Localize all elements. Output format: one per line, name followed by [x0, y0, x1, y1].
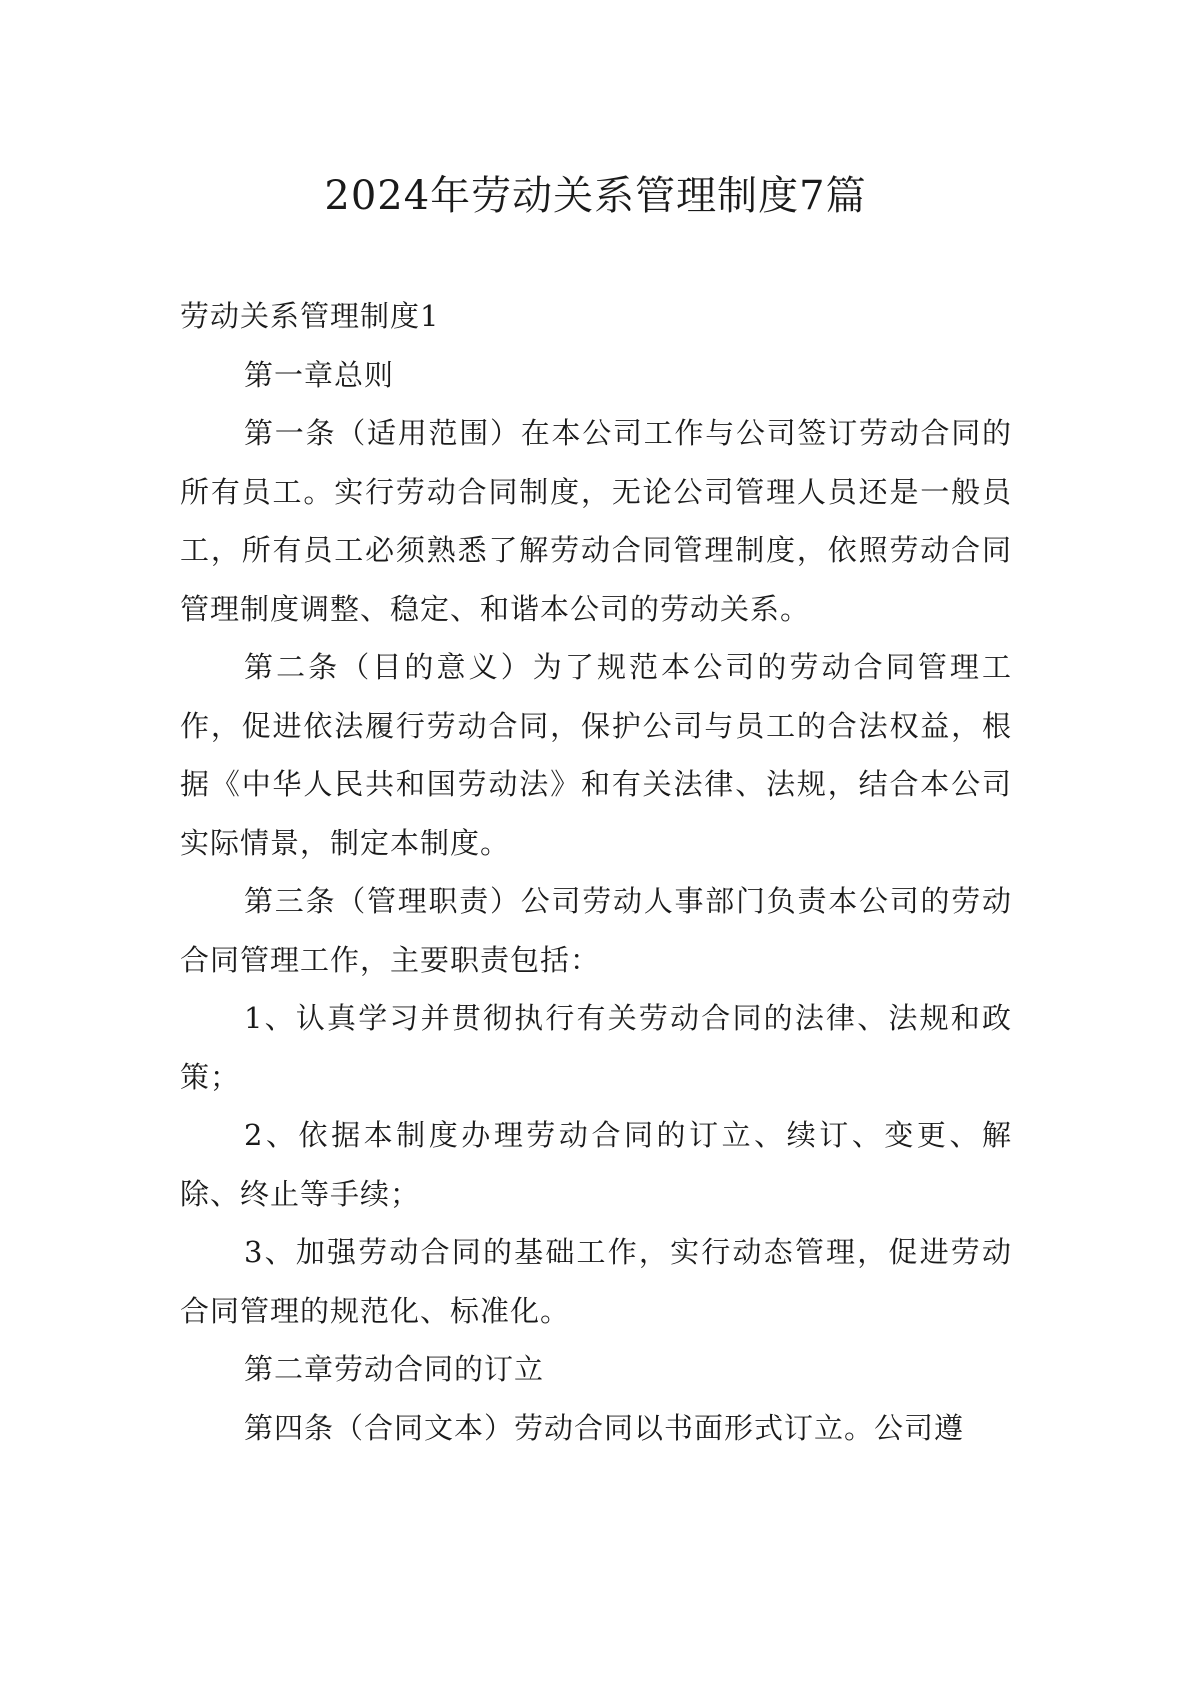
paragraph: 第一章总则 — [244, 357, 395, 392]
paragraph: 第二章劳动合同的订立 — [244, 1352, 545, 1386]
paragraph: 第三条（管理职责）公司劳动人事部门负责本公司的劳动合同管理工作，主要职责包括： — [180, 884, 1012, 977]
document-title: 2024年劳动关系管理制度7篇 — [324, 173, 867, 219]
paragraph: 劳动关系管理制度1 — [180, 299, 440, 333]
paragraph: 3、加强劳动合同的基础工作，实行动态管理，促进劳动合同管理的规范化、标准化。 — [180, 1235, 1012, 1328]
document-body — [180, 287, 1012, 1457]
paragraph: 第二条（目的意义）为了规范本公司的劳动合同管理工作，促进依法履行劳动合同，保护公司与员工的合法权益，根据《中华人民共和国劳动法》和有关法律、法规，结合本公司实际情景，制定本制度。 — [180, 650, 1012, 860]
paragraph: 第四条（合同文本）劳动合同以书面形式订立。公司遵 — [244, 1410, 965, 1445]
paragraph: 2、依据本制度办理劳动合同的订立、续订、变更、解除、终止等手续； — [180, 1118, 1012, 1211]
paragraph: 1、认真学习并贯彻执行有关劳动合同的法律、法规和政策； — [180, 1001, 1012, 1094]
paragraph: 第一条（适用范围）在本公司工作与公司签订劳动合同的所有员工。实行劳动合同制度，无论公司管理人员还是一般员工，所有员工必须熟悉了解劳动合同管理制度，依照劳动合同管理制度调整、稳定、和谐本公司的劳动关系。 — [180, 416, 1012, 626]
